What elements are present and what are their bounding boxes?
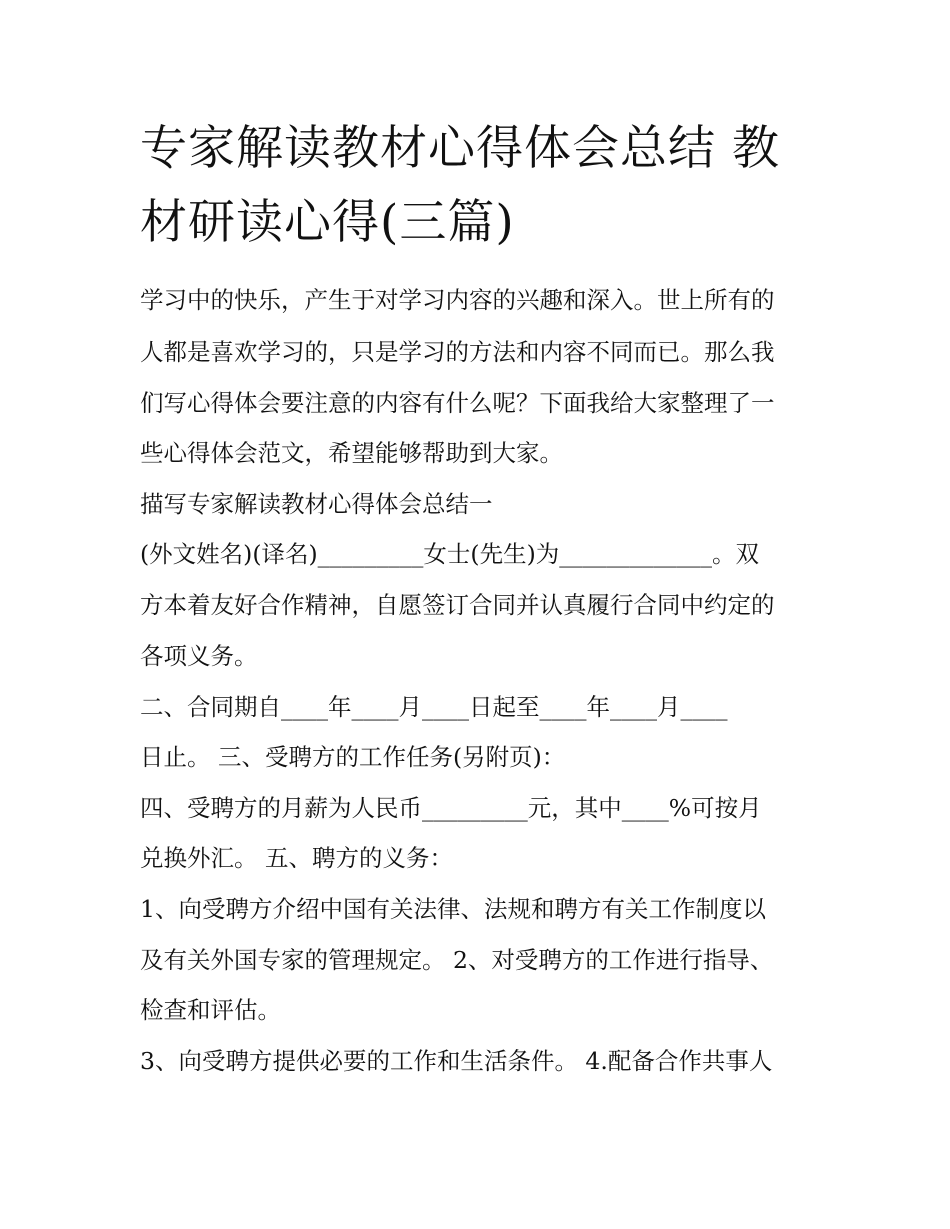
body-line: 人都是喜欢学习的，只是学习的方法和内容不同而已。那么我 (140, 338, 775, 366)
title-line-2: 材研读心得(三篇) (140, 195, 515, 250)
body-line: 3、向受聘方提供必要的工作和生活条件。 4.配备合作共事人 (140, 1047, 773, 1075)
body-line: 们写心得体会要注意的内容有什么呢？下面我给大家整理了一 (140, 389, 775, 417)
body-line: 些心得体会范文，希望能够帮助到大家。 (140, 439, 563, 467)
body-line: 日止。 三、受聘方的工作任务(另附页)： (140, 743, 566, 771)
section-heading: 描写专家解读教材心得体会总结一 (140, 490, 493, 518)
body-line: 方本着友好合作精神，自愿签订合同并认真履行合同中约定的 (140, 591, 775, 619)
body-line: 各项义务。 (140, 642, 258, 670)
document-title (140, 112, 820, 260)
body-line: 兑换外汇。 五、聘方的义务： (140, 844, 453, 872)
body-line: 及有关外国专家的管理规定。 2、对受聘方的工作进行指导、 (140, 946, 774, 974)
body-line: 1、向受聘方介绍中国有关法律、法规和聘方有关工作制度以 (140, 895, 766, 923)
body-line: 检查和评估。 (140, 996, 281, 1024)
body-line: 学习中的快乐，产生于对学习内容的兴趣和深入。世上所有的 (140, 286, 775, 314)
body-line: 二、合同期自____年____月____日起至____年____月____ (140, 693, 728, 721)
title-line-1: 专家解读教材心得体会总结 教 (140, 121, 780, 176)
body-line: (外文姓名)(译名)_________女士(先生)为_____________。双 (140, 540, 760, 568)
body-line: 四、受聘方的月薪为人民币_________元，其中____%可按月 (140, 794, 762, 822)
